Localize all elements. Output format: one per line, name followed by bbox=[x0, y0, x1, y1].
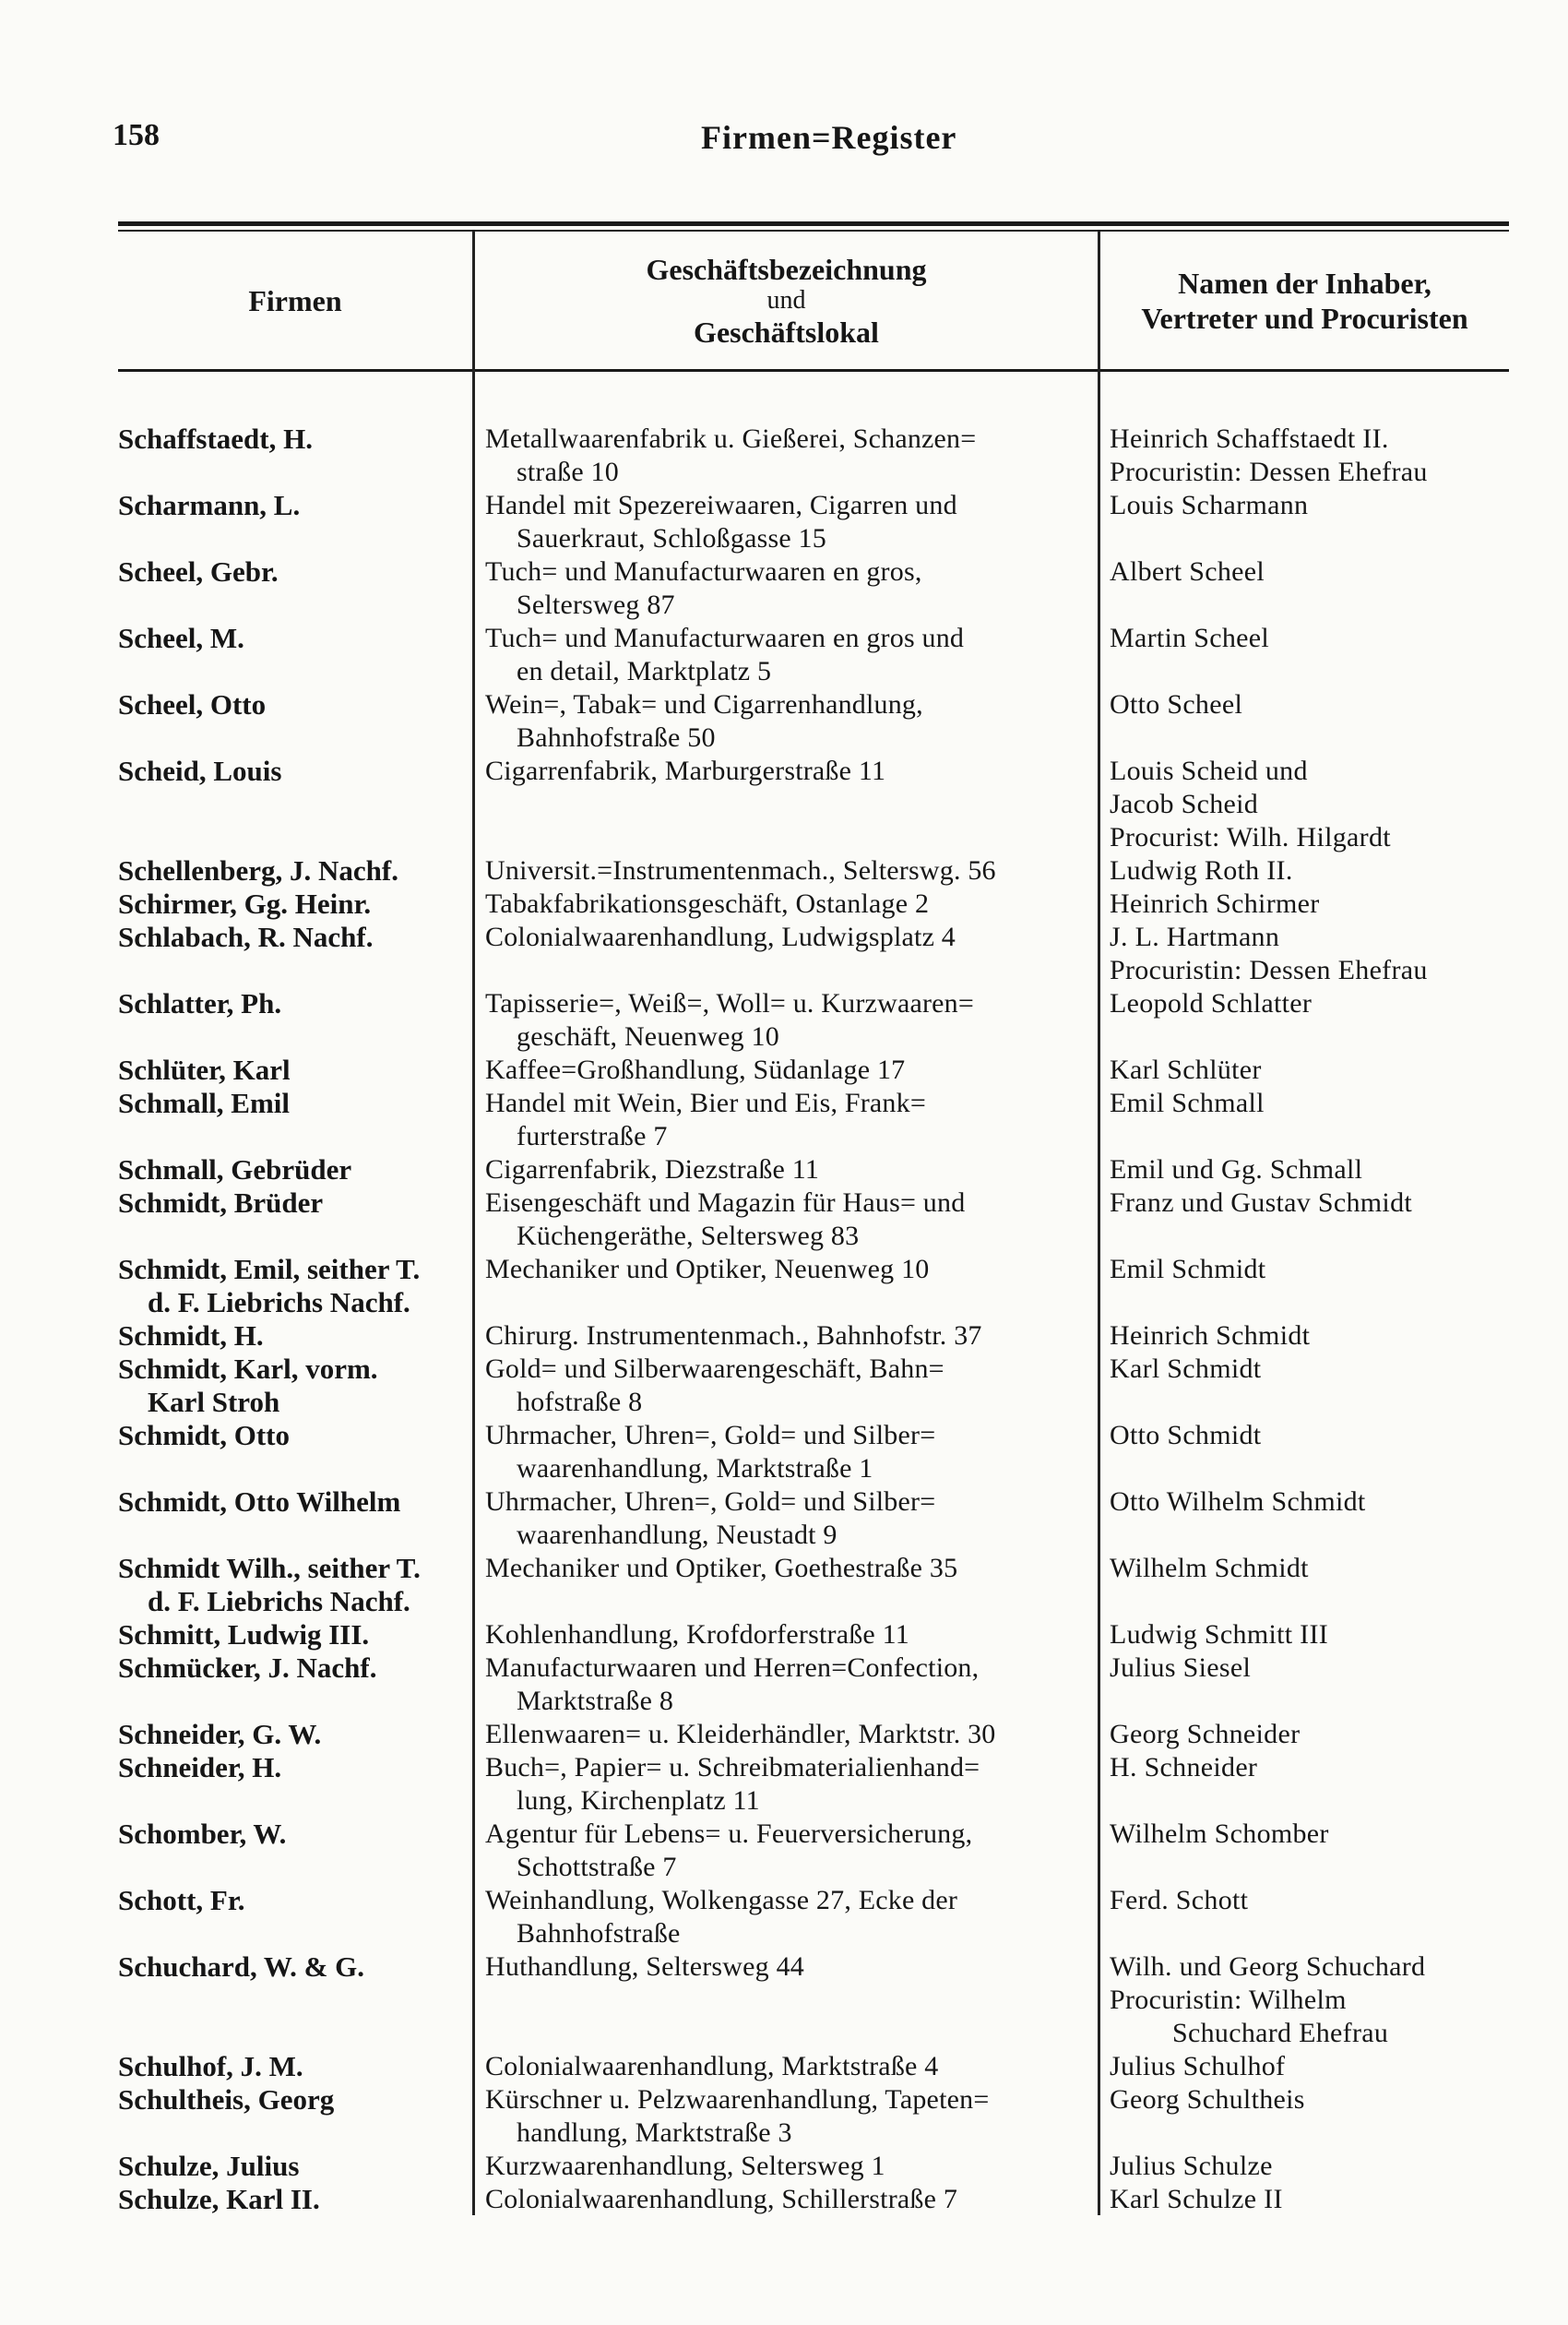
firm-name-line: Schneider, G. W. bbox=[118, 1718, 322, 1750]
business-description bbox=[485, 1485, 1094, 1552]
owner-names-line: Georg Schneider bbox=[1110, 1719, 1301, 1749]
owner-names bbox=[1110, 1419, 1506, 1452]
owner-names bbox=[1110, 1485, 1506, 1519]
business-description-line: Universit.=Instrumentenmach., Selterswg. 56 bbox=[485, 855, 996, 886]
owner-names-line: Heinrich Schaffstaedt II. bbox=[1110, 423, 1389, 454]
column-header-owners-line2: Vertreter und Procuristen bbox=[1141, 301, 1468, 335]
business-description-line: Manufacturwaaren und Herren=Confection, bbox=[485, 1652, 980, 1683]
owner-names-line: Schuchard Ehefrau bbox=[1172, 2018, 1389, 2048]
business-description-line: straße 10 bbox=[517, 457, 619, 487]
firm-name-line: Schmidt, Emil, seither T. bbox=[118, 1253, 421, 1285]
business-description bbox=[485, 1087, 1094, 1153]
firm-name bbox=[118, 1950, 469, 1984]
business-description bbox=[485, 688, 1094, 755]
owner-names bbox=[1110, 1353, 1506, 1386]
owner-names-line: Otto Schmidt bbox=[1110, 1420, 1262, 1450]
business-description-line: Metallwaarenfabrik u. Gießerei, Schanzen= bbox=[485, 423, 977, 454]
owner-names bbox=[1110, 1718, 1506, 1751]
firm-name bbox=[118, 489, 469, 522]
owner-names bbox=[1110, 555, 1506, 589]
business-description-line: Küchengeräthe, Seltersweg 83 bbox=[517, 1221, 860, 1251]
firm-name-line: Schmidt, Brüder bbox=[118, 1186, 324, 1219]
business-description-line: Huthandlung, Seltersweg 44 bbox=[485, 1951, 804, 1982]
column-header-owners-line1: Namen der Inhaber, bbox=[1178, 266, 1431, 300]
business-description bbox=[485, 921, 1094, 954]
firm-name bbox=[118, 1054, 469, 1087]
page-number: 158 bbox=[113, 118, 160, 152]
column-header-firms-label: Firmen bbox=[248, 283, 342, 317]
firm-name bbox=[118, 2183, 469, 2216]
business-description-line: furterstraße 7 bbox=[517, 1121, 668, 1151]
business-description bbox=[485, 1186, 1094, 1253]
owner-names-line: H. Schneider bbox=[1110, 1752, 1258, 1782]
firm-name-line: Schlabach, R. Nachf. bbox=[118, 921, 374, 953]
business-description bbox=[485, 755, 1094, 788]
business-description bbox=[485, 1618, 1094, 1651]
owner-names-line: Otto Wilhelm Schmidt bbox=[1110, 1486, 1366, 1517]
owner-names-line: Emil und Gg. Schmall bbox=[1110, 1154, 1363, 1185]
owner-names-line: Louis Scharmann bbox=[1110, 490, 1309, 520]
business-description-line: Kurzwaarenhandlung, Seltersweg 1 bbox=[485, 2151, 885, 2181]
business-description bbox=[485, 1884, 1094, 1950]
business-description-line: Weinhandlung, Wolkengasse 27, Ecke der bbox=[485, 1885, 958, 1915]
owner-names bbox=[1110, 755, 1506, 854]
business-description-line: hofstraße 8 bbox=[517, 1387, 643, 1417]
owner-names-line: Martin Scheel bbox=[1110, 623, 1270, 653]
owner-names bbox=[1110, 1818, 1506, 1851]
firm-name bbox=[118, 987, 469, 1020]
owner-names-line: Julius Schulze bbox=[1110, 2151, 1273, 2181]
business-description-line: Tabakfabrikationsgeschäft, Ostanlage 2 bbox=[485, 888, 930, 919]
firm-name-line: Schaffstaedt, H. bbox=[118, 423, 313, 455]
owner-names-line: Karl Schmidt bbox=[1110, 1353, 1262, 1384]
firm-name bbox=[118, 688, 469, 721]
business-description-line: Cigarrenfabrik, Marburgerstraße 11 bbox=[485, 756, 886, 786]
owner-names-line: Leopold Schlatter bbox=[1110, 988, 1313, 1019]
owner-names bbox=[1110, 1552, 1506, 1585]
business-description-line: Buch=, Papier= u. Schreibmaterialienhand= bbox=[485, 1752, 980, 1782]
firm-name-line: Schneider, H. bbox=[118, 1751, 282, 1783]
business-description bbox=[485, 2050, 1094, 2083]
firm-name bbox=[118, 1087, 469, 1120]
business-description bbox=[485, 1751, 1094, 1818]
firm-name bbox=[118, 1552, 469, 1618]
business-description bbox=[485, 987, 1094, 1054]
business-description-line: Tuch= und Manufacturwaaren en gros und bbox=[485, 623, 965, 653]
owner-names-line: Wilh. und Georg Schuchard bbox=[1110, 1951, 1426, 1982]
firm-name bbox=[118, 1818, 469, 1851]
business-description bbox=[485, 622, 1094, 688]
owner-names bbox=[1110, 688, 1506, 721]
firm-name-line: Schmall, Gebrüder bbox=[118, 1153, 352, 1186]
owner-names-line: Ludwig Schmitt III bbox=[1110, 1619, 1329, 1650]
firm-name bbox=[118, 2150, 469, 2183]
owner-names bbox=[1110, 423, 1506, 489]
firm-name-line: Schultheis, Georg bbox=[118, 2083, 335, 2116]
running-title: Firmen=Register bbox=[701, 119, 957, 156]
owner-names-line: Jacob Scheid bbox=[1110, 789, 1259, 819]
business-description-line: Gold= und Silberwaarengeschäft, Bahn= bbox=[485, 1353, 944, 1384]
firm-name bbox=[118, 1751, 469, 1784]
owner-names-line: Procurist: Wilh. Hilgardt bbox=[1110, 822, 1391, 852]
business-description-line: Agentur für Lebens= u. Feuerversicherung, bbox=[485, 1818, 973, 1849]
owner-names-line: Julius Siesel bbox=[1110, 1652, 1252, 1683]
owner-names bbox=[1110, 1618, 1506, 1651]
firm-name bbox=[118, 854, 469, 888]
firm-name bbox=[118, 1718, 469, 1751]
firm-name-line: Scheel, Gebr. bbox=[118, 555, 279, 588]
owner-names bbox=[1110, 854, 1506, 888]
business-description bbox=[485, 1552, 1094, 1585]
owner-names bbox=[1110, 1884, 1506, 1917]
business-description bbox=[485, 1419, 1094, 1485]
column-header-business-line2: und bbox=[766, 285, 806, 315]
business-description bbox=[485, 1319, 1094, 1353]
business-description-line: Bahnhofstraße 50 bbox=[517, 722, 716, 753]
firm-name-line: Karl Stroh bbox=[148, 1386, 280, 1418]
business-description-line: handlung, Marktstraße 3 bbox=[517, 2117, 792, 2148]
owner-names bbox=[1110, 2083, 1506, 2116]
business-description-line: Sauerkraut, Schloßgasse 15 bbox=[517, 523, 826, 554]
business-description-line: Uhrmacher, Uhren=, Gold= und Silber= bbox=[485, 1420, 936, 1450]
owner-names bbox=[1110, 1087, 1506, 1120]
business-description-line: Wein=, Tabak= und Cigarrenhandlung, bbox=[485, 689, 923, 720]
firm-name bbox=[118, 1485, 469, 1519]
business-description-line: Bahnhofstraße bbox=[517, 1918, 681, 1949]
firm-name-line: Schlatter, Ph. bbox=[118, 987, 282, 1019]
owner-names-line: Albert Scheel bbox=[1110, 556, 1265, 587]
owner-names-line: Louis Scheid und bbox=[1110, 756, 1308, 786]
firm-name-line: Schlüter, Karl bbox=[118, 1054, 291, 1086]
owner-names-line: Karl Schlüter bbox=[1110, 1055, 1262, 1085]
firm-name-line: Scheel, M. bbox=[118, 622, 244, 654]
business-description bbox=[485, 888, 1094, 921]
business-description bbox=[485, 423, 1094, 489]
firm-name bbox=[118, 1319, 469, 1353]
firm-name bbox=[118, 1419, 469, 1452]
firm-name bbox=[118, 1651, 469, 1685]
business-description-line: Tapisserie=, Weiß=, Woll= u. Kurzwaaren= bbox=[485, 988, 974, 1019]
business-description-line: Mechaniker und Optiker, Neuenweg 10 bbox=[485, 1254, 930, 1284]
firm-name-line: Schmall, Emil bbox=[118, 1087, 291, 1119]
business-description-line: Handel mit Spezereiwaaren, Cigarren und bbox=[485, 490, 957, 520]
owner-names bbox=[1110, 1054, 1506, 1087]
business-description bbox=[485, 1950, 1094, 1984]
business-description-line: Schottstraße 7 bbox=[517, 1852, 677, 1882]
owner-names-line: Wilhelm Schomber bbox=[1110, 1818, 1329, 1849]
owner-names-line: Julius Schulhof bbox=[1110, 2051, 1286, 2081]
firm-name-line: Schuchard, W. & G. bbox=[118, 1950, 365, 1983]
owner-names-line: Georg Schultheis bbox=[1110, 2084, 1305, 2115]
firm-name bbox=[118, 888, 469, 921]
business-description-line: Colonialwaarenhandlung, Marktstraße 4 bbox=[485, 2051, 939, 2081]
business-description-line: Chirurg. Instrumentenmach., Bahnhofstr. 37 bbox=[485, 1320, 982, 1351]
firm-name-line: d. F. Liebrichs Nachf. bbox=[148, 1286, 410, 1318]
business-description-line: en detail, Marktplatz 5 bbox=[517, 656, 772, 686]
business-description bbox=[485, 854, 1094, 888]
firm-name-line: d. F. Liebrichs Nachf. bbox=[148, 1585, 410, 1617]
firm-name bbox=[118, 622, 469, 655]
owner-names-line: Heinrich Schmidt bbox=[1110, 1320, 1311, 1351]
column-header-business-line3: Geschäftslokal bbox=[694, 315, 879, 349]
business-description bbox=[485, 489, 1094, 555]
owner-names-line: J. L. Hartmann bbox=[1110, 922, 1280, 952]
owner-names-line: Wilhelm Schmidt bbox=[1110, 1553, 1309, 1583]
business-description bbox=[485, 1054, 1094, 1087]
owner-names-line: Karl Schulze II bbox=[1110, 2184, 1283, 2214]
firm-name-line: Schott, Fr. bbox=[118, 1884, 245, 1916]
firm-name-line: Schomber, W. bbox=[118, 1818, 287, 1850]
firm-name-line: Schellenberg, J. Nachf. bbox=[118, 854, 398, 887]
business-description bbox=[485, 2183, 1094, 2216]
owner-names-line: Procuristin: Dessen Ehefrau bbox=[1110, 457, 1428, 487]
business-description bbox=[485, 2083, 1094, 2150]
owner-names bbox=[1110, 1253, 1506, 1286]
business-description-line: Tuch= und Manufacturwaaren en gros, bbox=[485, 556, 922, 587]
owner-names-line: Franz und Gustav Schmidt bbox=[1110, 1187, 1413, 1218]
firm-name-line: Schmücker, J. Nachf. bbox=[118, 1651, 377, 1684]
owner-names-line: Emil Schmall bbox=[1110, 1088, 1265, 1118]
firm-name bbox=[118, 1153, 469, 1186]
firm-name bbox=[118, 2050, 469, 2083]
firm-name bbox=[118, 2083, 469, 2116]
firm-name-line: Scharmann, L. bbox=[118, 489, 301, 521]
business-description-line: Handel mit Wein, Bier und Eis, Frank= bbox=[485, 1088, 926, 1118]
firm-name-line: Schmidt, Otto bbox=[118, 1419, 290, 1451]
firm-name bbox=[118, 423, 469, 456]
owner-names-line: Ludwig Roth II. bbox=[1110, 855, 1293, 886]
business-description-line: Colonialwaarenhandlung, Ludwigsplatz 4 bbox=[485, 922, 956, 952]
owner-names bbox=[1110, 1186, 1506, 1220]
owner-names bbox=[1110, 622, 1506, 655]
business-description bbox=[485, 1651, 1094, 1718]
business-description-line: Cigarrenfabrik, Diezstraße 11 bbox=[485, 1154, 820, 1185]
firm-name bbox=[118, 1253, 469, 1319]
business-description-line: Ellenwaaren= u. Kleiderhändler, Marktstr. 30 bbox=[485, 1719, 996, 1749]
owner-names-line: Procuristin: Wilhelm bbox=[1110, 1985, 1347, 2015]
business-description bbox=[485, 1718, 1094, 1751]
business-description-line: Marktstraße 8 bbox=[517, 1686, 674, 1716]
firm-name-line: Scheid, Louis bbox=[118, 755, 282, 787]
owner-names bbox=[1110, 2183, 1506, 2216]
business-description bbox=[485, 555, 1094, 622]
business-description-line: waarenhandlung, Marktstraße 1 bbox=[517, 1453, 873, 1484]
business-description-line: Colonialwaarenhandlung, Schillerstraße 7 bbox=[485, 2184, 958, 2214]
firm-name-line: Scheel, Otto bbox=[118, 688, 267, 721]
business-description-line: Kürschner u. Pelzwaarenhandlung, Tapeten= bbox=[485, 2084, 990, 2115]
business-description-line: waarenhandlung, Neustadt 9 bbox=[517, 1520, 837, 1550]
owner-names bbox=[1110, 987, 1506, 1020]
owner-names bbox=[1110, 921, 1506, 987]
owner-names-line: Heinrich Schirmer bbox=[1110, 888, 1320, 919]
business-description bbox=[485, 1153, 1094, 1186]
firm-name-line: Schmidt, H. bbox=[118, 1319, 264, 1352]
owner-names bbox=[1110, 489, 1506, 522]
business-description-line: Eisengeschäft und Magazin für Haus= und bbox=[485, 1187, 966, 1218]
owner-names-line: Procuristin: Dessen Ehefrau bbox=[1110, 955, 1428, 985]
business-description bbox=[485, 1253, 1094, 1286]
firm-name-line: Schmidt, Karl, vorm. bbox=[118, 1353, 378, 1385]
business-description bbox=[485, 1353, 1094, 1419]
owner-names-line: Emil Schmidt bbox=[1110, 1254, 1266, 1284]
owner-names bbox=[1110, 888, 1506, 921]
firm-name bbox=[118, 1353, 469, 1419]
business-description-line: Mechaniker und Optiker, Goethestraße 35 bbox=[485, 1553, 958, 1583]
business-description bbox=[485, 1818, 1094, 1884]
firm-name bbox=[118, 755, 469, 788]
firm-name bbox=[118, 921, 469, 954]
column-header-business-line1: Geschäftsbezeichnung bbox=[646, 252, 927, 286]
business-description-line: Uhrmacher, Uhren=, Gold= und Silber= bbox=[485, 1486, 936, 1517]
firm-name-line: Schmitt, Ludwig III. bbox=[118, 1618, 370, 1651]
firm-name-line: Schmidt Wilh., seither T. bbox=[118, 1552, 421, 1584]
owner-names bbox=[1110, 1651, 1506, 1685]
owner-names bbox=[1110, 2150, 1506, 2183]
owner-names bbox=[1110, 1153, 1506, 1186]
business-description-line: Seltersweg 87 bbox=[517, 590, 675, 620]
business-description-line: lung, Kirchenplatz 11 bbox=[517, 1785, 760, 1816]
firm-name-line: Schirmer, Gg. Heinr. bbox=[118, 888, 372, 920]
owner-names bbox=[1110, 1950, 1506, 2050]
firm-name-line: Schulze, Julius bbox=[118, 2150, 300, 2182]
owner-names bbox=[1110, 1751, 1506, 1784]
business-description-line: geschäft, Neuenweg 10 bbox=[517, 1021, 779, 1052]
owner-names bbox=[1110, 2050, 1506, 2083]
owner-names bbox=[1110, 1319, 1506, 1353]
business-description-line: Kaffee=Großhandlung, Südanlage 17 bbox=[485, 1055, 906, 1085]
firm-name bbox=[118, 555, 469, 589]
business-description-line: Kohlenhandlung, Krofdorferstraße 11 bbox=[485, 1619, 909, 1650]
business-description bbox=[485, 2150, 1094, 2183]
firm-name-line: Schulze, Karl II. bbox=[118, 2183, 320, 2215]
firm-name-line: Schulhof, J. M. bbox=[118, 2050, 303, 2082]
firm-name bbox=[118, 1186, 469, 1220]
firm-name-line: Schmidt, Otto Wilhelm bbox=[118, 1485, 401, 1518]
firm-name bbox=[118, 1618, 469, 1651]
owner-names-line: Otto Scheel bbox=[1110, 689, 1243, 720]
firm-name bbox=[118, 1884, 469, 1917]
owner-names-line: Ferd. Schott bbox=[1110, 1885, 1249, 1915]
